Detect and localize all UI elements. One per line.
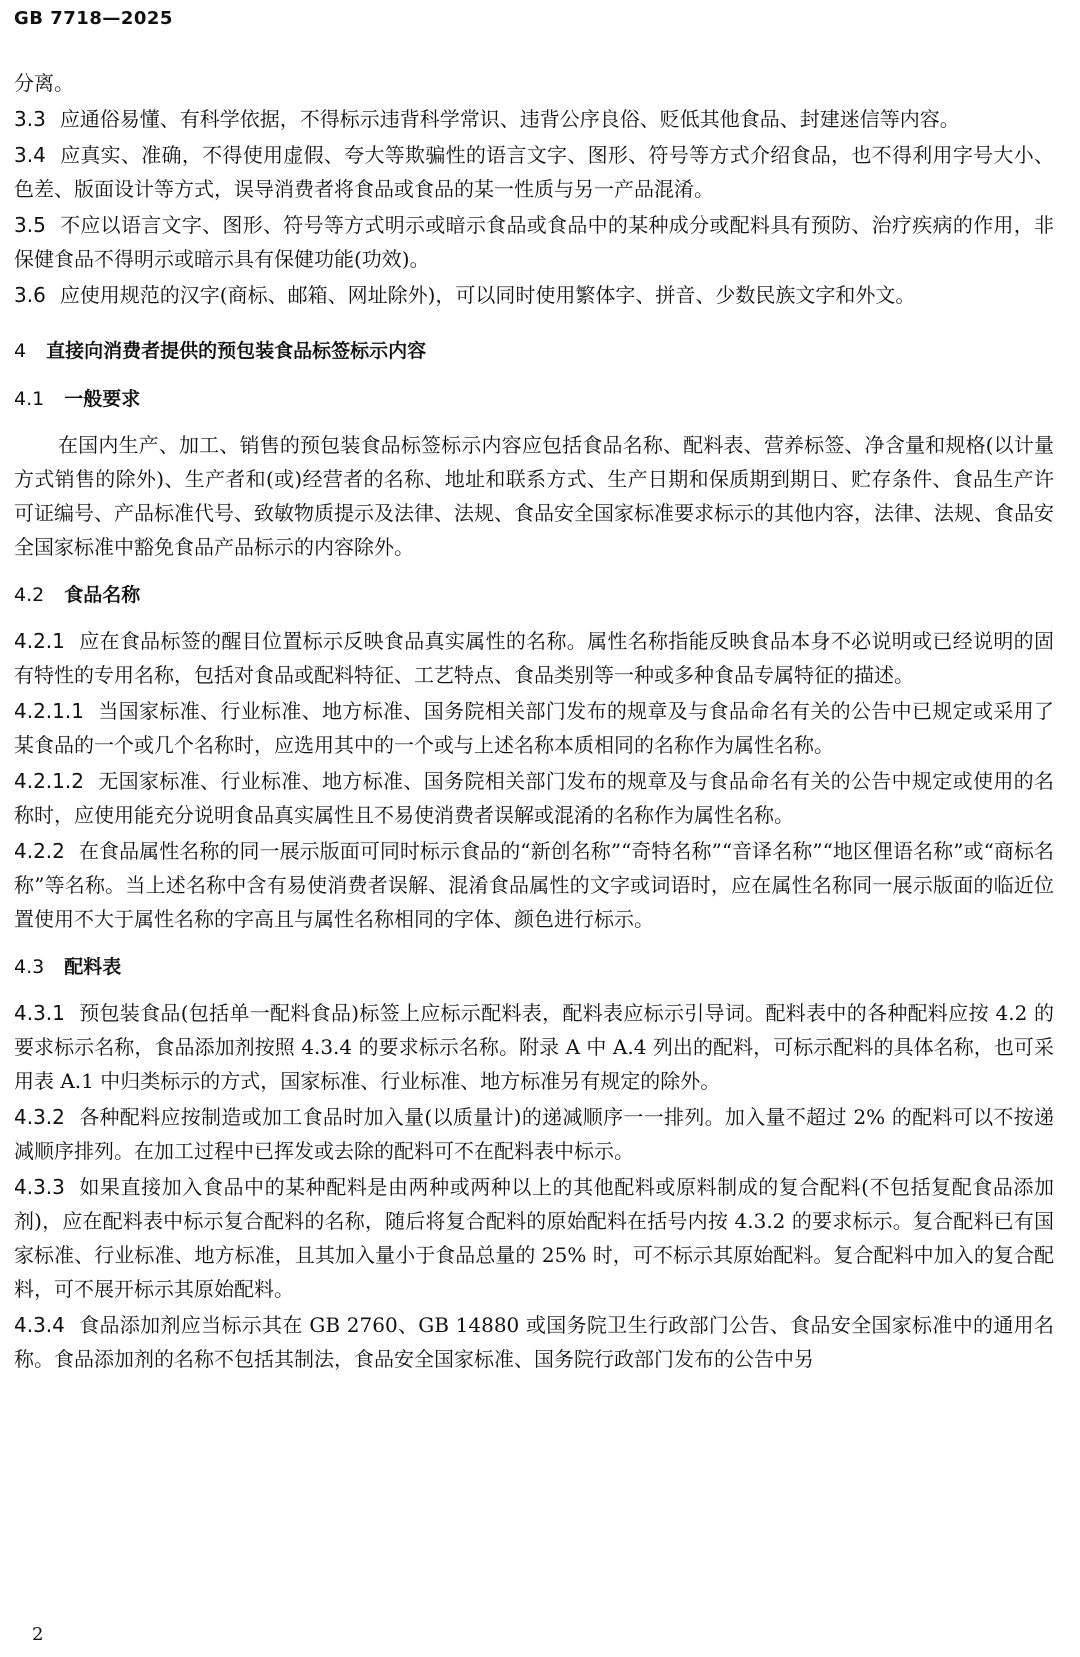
clause-text: 应在食品标签的醒目位置标示反映食品真实属性的名称。属性名称指能反映食品本身不必说明或已经说明的固有特性的专用名称，包括对食品或配料特征、工艺特点、食品类别等一种或多种食品专属特征的描述。 bbox=[14, 629, 1054, 687]
page-body bbox=[14, 66, 1054, 1378]
general-requirements-paragraph: 在国内生产、加工、销售的预包装食品标签标示内容应包括食品名称、配料表、营养标签、净含量和规格(以计量方式销售的除外)、生产者和(或)经营者的名称、地址和联系方式、生产日期和保质期到期日、贮存条件、食品生产许可证编号、产品标准代号、致敏物质提示及法律、法规、食品安全国家标准要求标示的其他内容，法律、法规、食品安全国家标准中豁免食品产品标示的内容除外。 bbox=[14, 433, 1054, 559]
clause-number: 4.2.1.2 bbox=[14, 769, 84, 793]
clause-3-3 bbox=[14, 102, 1054, 136]
clause-4-3-3 bbox=[14, 1170, 1054, 1306]
clause-text: 如果直接加入食品中的某种配料是由两种或两种以上的其他配料或原料制成的复合配料(不包括复配食品添加剂)，应在配料表中标示复合配料的名称，随后将复合配料的原始配料在括号内按 4.3.2 的要求标示。复合配料已有国家标准、行业标准、地方标准，且其加入量小于食品总量的 25% 时，可不标示其原始配料。复合配料中加入的复合配料，可不展开标示其原始配料。 bbox=[14, 1175, 1054, 1301]
section-title: 直接向消费者提供的预包装食品标签标示内容 bbox=[46, 340, 427, 362]
clause-text: 应通俗易懂、有科学依据，不得标示违背科学常识、违背公序良俗、贬低其他食品、封建迷信等内容。 bbox=[59, 107, 960, 131]
clause-4-2-1-1 bbox=[14, 694, 1054, 762]
clause-number: 3.3 bbox=[14, 107, 46, 131]
section-heading-4-3 bbox=[14, 950, 1054, 984]
section-heading-4-1 bbox=[14, 382, 1054, 416]
clause-4-2-2 bbox=[14, 834, 1054, 936]
clause-number: 4.2.1.1 bbox=[14, 699, 84, 723]
clause-4-2-1 bbox=[14, 624, 1054, 692]
clause-text: 在食品属性名称的同一展示版面可同时标示食品的“新创名称”“奇特名称”“音译名称”“地区俚语名称”或“商标名称”等名称。当上述名称中含有易使消费者误解、混淆食品属性的文字或词语时，应在属性名称同一展示版面的临近位置使用不大于属性名称的字高且与属性名称相同的字体、颜色进行标示。 bbox=[14, 839, 1054, 931]
clause-text: 应真实、准确，不得使用虚假、夸大等欺骗性的语言文字、图形、符号等方式介绍食品，也不得利用字号大小、色差、版面设计等方式，误导消费者将食品或食品的某一性质与另一产品混淆。 bbox=[14, 143, 1054, 201]
continued-text: 分离。 bbox=[14, 71, 74, 95]
document-id-header: GB 7718—2025 bbox=[14, 8, 173, 29]
clause-number: 4.3.1 bbox=[14, 1001, 65, 1025]
clause-text: 各种配料应按制造或加工食品时加入量(以质量计)的递减顺序一一排列。加入量不超过 2% 的配料可以不按递减顺序排列。在加工过程中已挥发或去除的配料可不在配料表中标示。 bbox=[14, 1105, 1054, 1163]
clause-4-3-1 bbox=[14, 996, 1054, 1098]
clause-text: 应使用规范的汉字(商标、邮箱、网址除外)，可以同时使用繁体字、拼音、少数民族文字和外文。 bbox=[59, 283, 916, 307]
clause-4-3-2 bbox=[14, 1100, 1054, 1168]
clause-text: 当国家标准、行业标准、地方标准、国务院相关部门发布的规章及与食品命名有关的公告中已规定或采用了某食品的一个或几个名称时，应选用其中的一个或与上述名称本质相同的名称作为属性名称。 bbox=[14, 699, 1054, 757]
clause-text: 预包装食品(包括单一配料食品)标签上应标示配料表，配料表应标示引导词。配料表中的各种配料应按 4.2 的要求标示名称，食品添加剂按照 4.3.4 的要求标示名称。附录 A 中 A.4 列出的配料，可标示配料的具体名称，也可采用表 A.1 中归类标示的方式，国家标准、行业标准、地方标准另有规定的除外。 bbox=[14, 1001, 1054, 1093]
page-number: 2 bbox=[32, 1624, 44, 1645]
section-number: 4 bbox=[14, 340, 27, 362]
clause-number: 3.6 bbox=[14, 283, 46, 307]
clause-text: 无国家标准、行业标准、地方标准、国务院相关部门发布的规章及与食品命名有关的公告中规定或使用的名称时，应使用能充分说明食品真实属性且不易使消费者误解或混淆的名称作为属性名称。 bbox=[14, 769, 1054, 827]
clause-number: 4.3.3 bbox=[14, 1175, 65, 1199]
clause-number: 3.5 bbox=[14, 213, 46, 237]
clause-3-6 bbox=[14, 278, 1054, 312]
clause-3-4 bbox=[14, 138, 1054, 206]
section-number: 4.2 bbox=[14, 584, 45, 606]
clause-3-5 bbox=[14, 208, 1054, 276]
section-number: 4.1 bbox=[14, 388, 45, 410]
clause-4-3-4 bbox=[14, 1308, 1054, 1376]
section-number: 4.3 bbox=[14, 956, 45, 978]
clause-number: 4.3.4 bbox=[14, 1313, 65, 1337]
section-title: 配料表 bbox=[64, 956, 122, 978]
clause-4-2-1-2 bbox=[14, 764, 1054, 832]
section-title: 食品名称 bbox=[64, 584, 141, 606]
section-heading-4-2 bbox=[14, 578, 1054, 612]
clause-text: 不应以语言文字、图形、符号等方式明示或暗示食品或食品中的某种成分或配料具有预防、治疗疾病的作用，非保健食品不得明示或暗示具有保健功能(功效)。 bbox=[14, 213, 1054, 271]
section-title: 一般要求 bbox=[64, 388, 141, 410]
clause-text: 食品添加剂应当标示其在 GB 2760、GB 14880 或国务院卫生行政部门公告、食品安全国家标准中的通用名称。食品添加剂的名称不包括其制法，食品安全国家标准、国务院行政部门发布的公告中另 bbox=[14, 1313, 1054, 1371]
clause-number: 4.2.1 bbox=[14, 629, 65, 653]
clause-number: 4.2.2 bbox=[14, 839, 65, 863]
clause-number: 3.4 bbox=[14, 143, 46, 167]
clause-number: 4.3.2 bbox=[14, 1105, 65, 1129]
section-heading-4 bbox=[14, 334, 1054, 368]
